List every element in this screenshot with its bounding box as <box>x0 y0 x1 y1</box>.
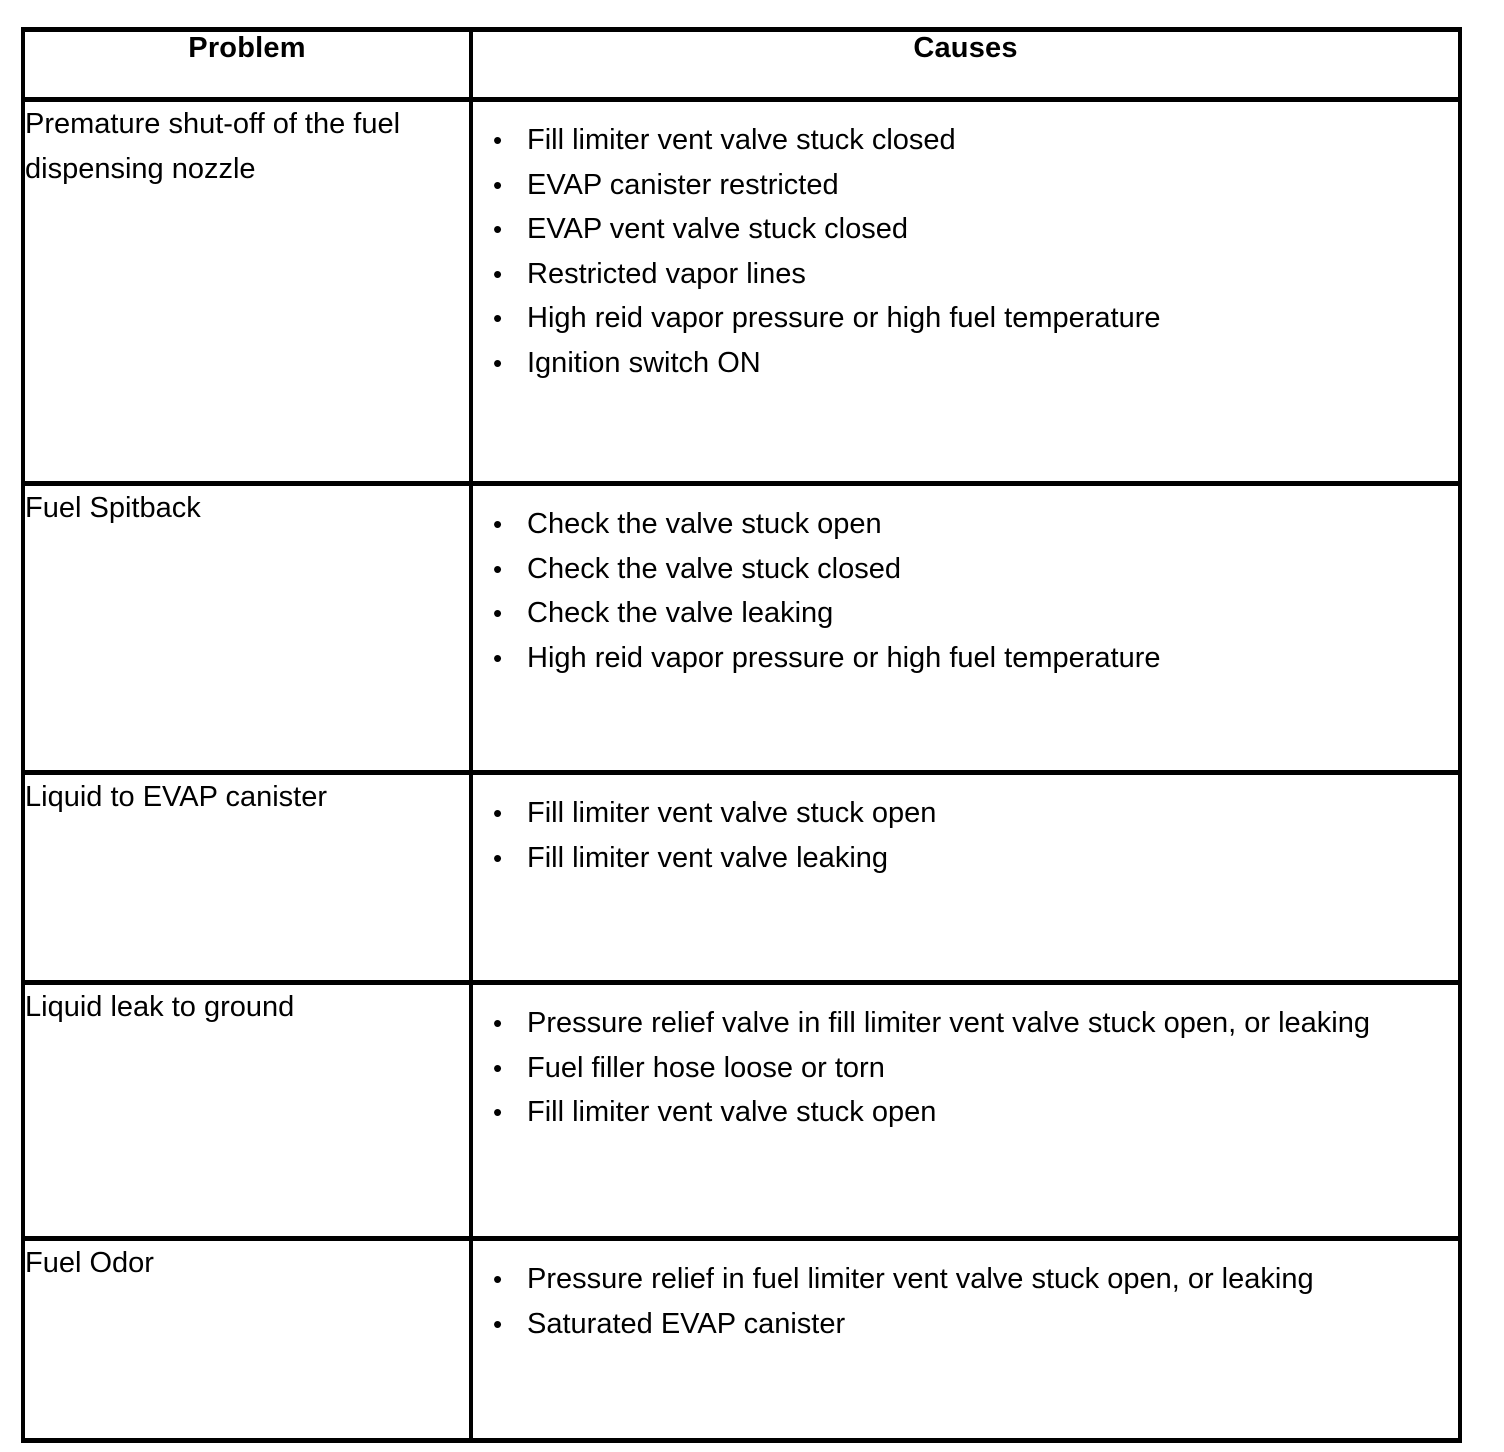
bullet-icon: • <box>493 642 503 673</box>
bullet-icon: • <box>493 303 503 333</box>
causes-cell <box>471 773 1460 983</box>
cause-item <box>473 207 1448 252</box>
cause-item <box>473 547 1448 592</box>
causes-list <box>473 102 1458 385</box>
cause-item <box>473 163 1448 208</box>
bullet-icon: • <box>493 1308 503 1339</box>
cause-text: High reid vapor pressure or high fuel temperature <box>527 641 1161 674</box>
cause-text: Fuel filler hose loose or torn <box>527 1051 885 1084</box>
bullet-icon: • <box>493 842 503 873</box>
bullet-icon: • <box>493 1052 503 1083</box>
bullet-icon: • <box>493 125 503 155</box>
cause-text: Ignition switch ON <box>527 346 761 379</box>
cause-text: Saturated EVAP canister <box>527 1307 846 1340</box>
causes-list <box>473 486 1458 680</box>
bullet-icon: • <box>493 598 503 628</box>
bullet-icon: • <box>493 258 503 289</box>
causes-list <box>473 775 1458 880</box>
cause-item <box>473 118 1448 163</box>
cause-text: EVAP vent valve stuck closed <box>527 213 908 245</box>
troubleshooting-table <box>21 27 1462 1443</box>
problem-cell: Fuel Odor <box>23 1239 471 1441</box>
cause-item <box>473 591 1448 636</box>
cause-text: Fill limiter vent valve stuck closed <box>527 124 956 156</box>
cause-item <box>473 791 1448 836</box>
causes-cell <box>471 484 1460 773</box>
cause-item <box>473 502 1448 547</box>
cause-item <box>473 836 1448 881</box>
causes-list <box>473 985 1458 1135</box>
bullet-icon: • <box>493 798 503 828</box>
cause-item <box>473 1257 1448 1302</box>
table-row <box>23 484 1460 773</box>
bullet-icon: • <box>493 214 503 244</box>
problem-cell: Liquid leak to ground <box>23 983 471 1239</box>
cause-item <box>473 341 1448 386</box>
cause-item <box>473 1090 1448 1135</box>
cause-text: Fill limiter vent valve leaking <box>527 841 889 874</box>
problem-cell: Liquid to EVAP canister <box>23 773 471 983</box>
table-row <box>23 983 1460 1239</box>
cause-text: Check the valve leaking <box>527 597 834 629</box>
cause-item <box>473 252 1448 297</box>
causes-column-header: Causes <box>471 30 1460 100</box>
cause-text: EVAP canister restricted <box>527 168 839 201</box>
cause-item <box>473 296 1448 341</box>
problem-cell: Fuel Spitback <box>23 484 471 773</box>
header-row <box>23 30 1460 100</box>
cause-text: High reid vapor pressure or high fuel temperature <box>527 302 1161 334</box>
table-body <box>23 100 1460 1441</box>
cause-item <box>473 1001 1448 1046</box>
bullet-icon: • <box>493 1264 503 1294</box>
table-row <box>23 773 1460 983</box>
cause-text: Restricted vapor lines <box>527 257 806 290</box>
causes-cell <box>471 983 1460 1239</box>
cause-text: Check the valve stuck closed <box>527 552 901 585</box>
bullet-icon: • <box>493 169 503 200</box>
cause-text: Check the valve stuck open <box>527 508 882 540</box>
cause-item <box>473 636 1448 681</box>
bullet-icon: • <box>493 553 503 584</box>
bullet-icon: • <box>493 347 503 378</box>
problem-cell: Premature shut-off of the fuel dispensing nozzle <box>23 100 471 484</box>
causes-cell <box>471 100 1460 484</box>
causes-list <box>473 1241 1458 1346</box>
bullet-icon: • <box>493 509 503 539</box>
cause-item <box>473 1046 1448 1091</box>
cause-text: Fill limiter vent valve stuck open <box>527 1096 937 1128</box>
bullet-icon: • <box>493 1008 503 1038</box>
cause-text: Pressure relief valve in fill limiter vent valve stuck open, or leaking <box>527 1007 1370 1039</box>
bullet-icon: • <box>493 1097 503 1127</box>
table-row <box>23 1239 1460 1441</box>
causes-cell <box>471 1239 1460 1441</box>
cause-item <box>473 1302 1448 1347</box>
cause-text: Fill limiter vent valve stuck open <box>527 797 937 829</box>
problem-column-header: Problem <box>23 30 471 100</box>
table-row <box>23 100 1460 484</box>
cause-text: Pressure relief in fuel limiter vent valve stuck open, or leaking <box>527 1263 1314 1295</box>
